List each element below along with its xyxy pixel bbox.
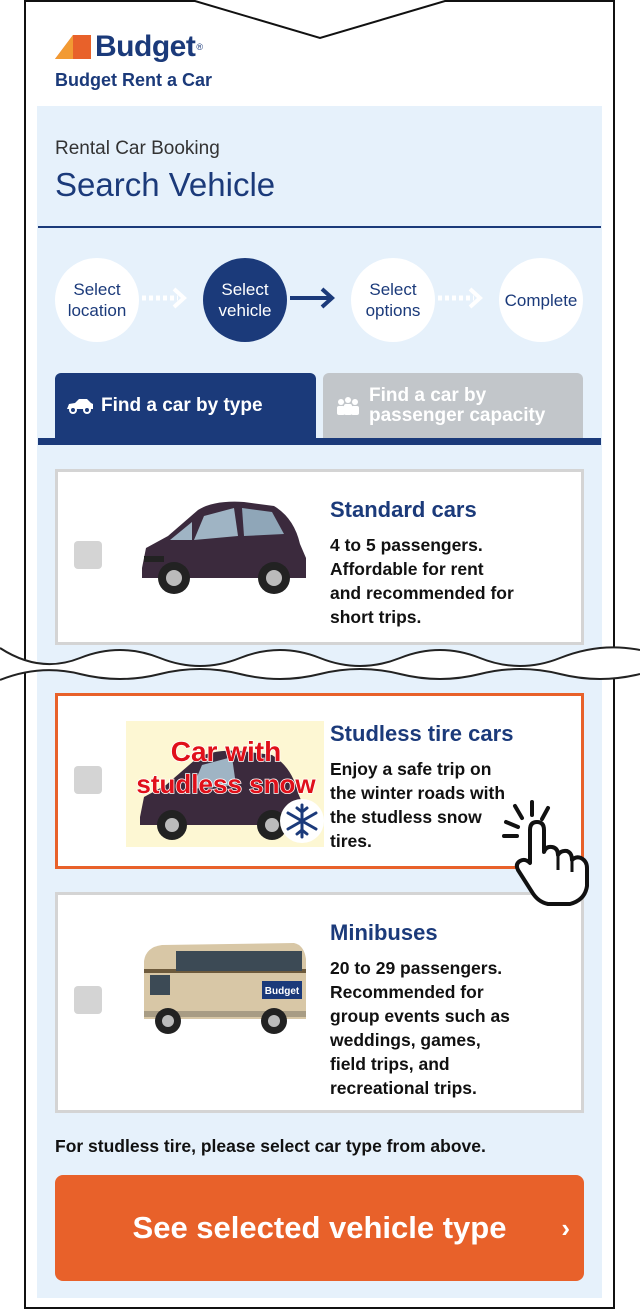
dotted-arrow-icon bbox=[436, 283, 486, 313]
tab-label: Find a car by type bbox=[101, 395, 263, 416]
vehicle-checkbox[interactable] bbox=[74, 766, 102, 794]
vehicle-description bbox=[330, 533, 580, 629]
studless-car-image bbox=[126, 721, 324, 847]
step-label-line1: Select bbox=[221, 280, 269, 299]
cta-label: See selected vehicle type bbox=[132, 1210, 507, 1245]
step-label-line2: vehicle bbox=[218, 301, 272, 320]
desc-line: short trips. bbox=[330, 607, 422, 627]
desc-line: Enjoy a safe trip on bbox=[330, 759, 492, 779]
desc-line: field trips, and bbox=[330, 1054, 450, 1074]
desc-line: Affordable for rent bbox=[330, 559, 484, 579]
step-label-line2: options bbox=[365, 301, 421, 320]
tab-label-line2: passenger capacity bbox=[369, 405, 546, 426]
tap-hand-cursor-icon bbox=[500, 800, 600, 910]
registered-mark: ® bbox=[196, 42, 203, 52]
bus-logo-text: Budget bbox=[264, 986, 300, 997]
minibus-image bbox=[138, 939, 310, 1039]
desc-line: group events such as bbox=[330, 1006, 510, 1026]
step-select-options bbox=[351, 258, 435, 342]
budget-logo-mark-icon bbox=[55, 35, 91, 59]
company-name: Budget Rent a Car bbox=[55, 70, 213, 90]
tab-underline bbox=[38, 438, 601, 445]
tab-find-by-type[interactable] bbox=[55, 373, 316, 439]
vehicle-title: Studless tire cars bbox=[330, 721, 514, 746]
chevron-right-icon: › bbox=[561, 1213, 570, 1243]
desc-line: and recommended for bbox=[330, 583, 514, 603]
budget-logo[interactable] bbox=[55, 30, 203, 64]
desc-line: recreational trips. bbox=[330, 1078, 477, 1098]
tab-label-line1: Find a car by bbox=[369, 385, 487, 406]
desc-line: 4 to 5 passengers. bbox=[330, 535, 483, 555]
title-divider bbox=[38, 226, 601, 228]
dotted-arrow-icon bbox=[140, 283, 190, 313]
step-complete bbox=[499, 258, 583, 342]
step-label-line1: Complete bbox=[504, 290, 578, 310]
image-label-line1: Car with bbox=[170, 736, 282, 767]
people-icon bbox=[331, 396, 365, 416]
tab-find-by-capacity[interactable] bbox=[323, 373, 583, 439]
step-select-vehicle bbox=[203, 258, 287, 342]
vehicle-title: Minibuses bbox=[330, 920, 438, 945]
studless-note: For studless tire, please select car type from above. bbox=[55, 1136, 486, 1156]
wavy-break-divider bbox=[0, 640, 640, 692]
step-label-line1: Select bbox=[73, 280, 121, 299]
car-icon bbox=[63, 398, 97, 414]
see-selected-vehicle-type-button[interactable] bbox=[55, 1175, 584, 1281]
section-label: Rental Car Booking bbox=[55, 138, 220, 159]
desc-line: 20 to 29 passengers. bbox=[330, 958, 503, 978]
desc-line: the winter roads with bbox=[330, 783, 506, 803]
desc-line: weddings, games, bbox=[330, 1030, 481, 1050]
vehicle-checkbox[interactable] bbox=[74, 541, 102, 569]
arrow-right-icon bbox=[288, 283, 338, 313]
vehicle-checkbox[interactable] bbox=[74, 986, 102, 1014]
desc-line: Recommended for bbox=[330, 982, 484, 1002]
compact-car-image bbox=[134, 486, 314, 604]
step-label-line1: Select bbox=[369, 280, 417, 299]
vehicle-description bbox=[330, 956, 580, 1100]
page-title: Search Vehicle bbox=[55, 166, 276, 203]
image-label-line2: studless snow bbox=[136, 769, 316, 799]
vehicle-title: Standard cars bbox=[330, 497, 477, 522]
step-select-location bbox=[55, 258, 139, 342]
vehicle-card-standard[interactable] bbox=[55, 469, 584, 645]
vehicle-card-minibus[interactable] bbox=[55, 892, 584, 1113]
desc-line: tires. bbox=[330, 831, 372, 851]
step-label-line2: location bbox=[67, 301, 127, 320]
budget-wordmark: Budget bbox=[95, 30, 196, 63]
desc-line: the studless snow bbox=[330, 807, 482, 827]
